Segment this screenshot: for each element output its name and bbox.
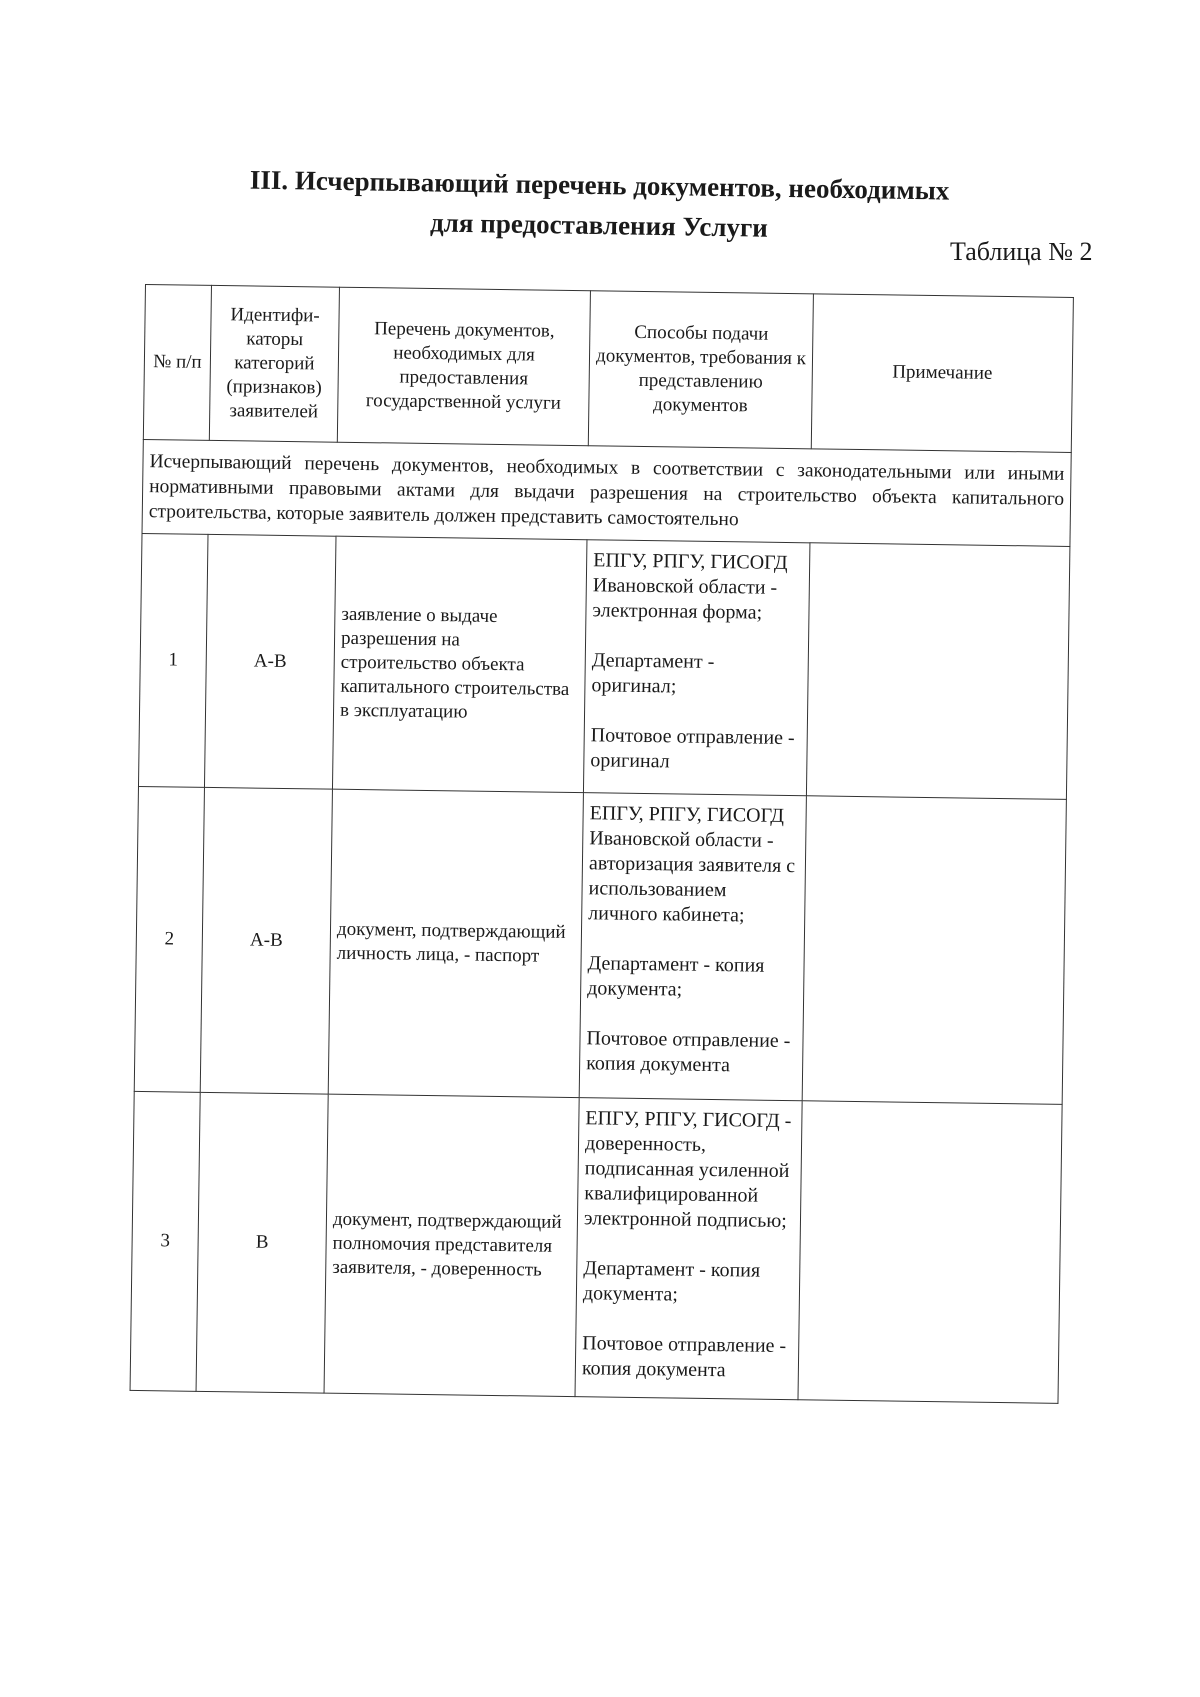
way-post: Почтовое отправление - копия документа <box>581 1332 787 1382</box>
title-line-1: III. Исчерпывающий перечень документов, необходимых <box>249 164 950 206</box>
row-document: документ, подтверждающий личность лица, - паспорт <box>328 789 583 1097</box>
row-number: 2 <box>134 786 204 1092</box>
header-category: Идентифи-каторы категорий (признаков) заявителей <box>209 285 339 442</box>
way-online: ЕПГУ, РПГУ, ГИСОГД - доверенность, подписанная усиленной квалифицированной электронной подписью; <box>583 1107 792 1233</box>
row-document: документ, подтверждающий полномочия представителя заявителя, - доверенность <box>324 1094 579 1396</box>
row-note <box>806 543 1070 800</box>
way-department: Департамент - копия документа; <box>587 952 765 1001</box>
documents-table <box>130 284 1074 1404</box>
header-submission-ways: Способы подачи документов, требования к представлению документов <box>588 291 813 449</box>
header-note: Примечание <box>811 294 1073 453</box>
table-label: Таблица № 2 <box>950 237 1093 266</box>
row-submission-ways <box>579 793 806 1101</box>
row-number: 1 <box>138 533 208 787</box>
row-note <box>798 1101 1062 1404</box>
row-note <box>802 796 1066 1105</box>
way-online: ЕПГУ, РПГУ, ГИСОГД Ивановской области - авторизация заявителя с использованием личного кабинета; <box>588 802 796 927</box>
section-title: Исчерпывающий перечень документов, необходимых в соответствии с законодательными или иными нормативными правовыми актами для выдачи разрешения на строительство объекта капитального строительства, которые заявитель должен представить самостоятельно <box>142 439 1071 546</box>
row-document: заявление о выдаче разрешения на строительство объекта капитального строительства в эксплуатацию <box>332 536 587 792</box>
table-row <box>138 533 1069 799</box>
page-title <box>149 158 1050 252</box>
way-post: Почтовое отправление - оригинал <box>590 724 795 773</box>
row-category: А-В <box>204 534 336 789</box>
header-row <box>143 285 1073 453</box>
row-submission-ways <box>583 540 810 796</box>
title-line-2: для предоставления Услуги <box>429 207 769 243</box>
row-number: 3 <box>130 1091 200 1391</box>
table-row <box>134 786 1066 1104</box>
way-online: ЕПГУ, РПГУ, ГИСОГД Ивановской области - электронная форма; <box>592 549 788 624</box>
row-category: А-В <box>200 787 332 1094</box>
header-document-list: Перечень документов, необходимых для предоставления государственной услуги <box>337 287 590 445</box>
row-category: В <box>196 1092 328 1393</box>
table-row <box>130 1091 1062 1403</box>
header-num: № п/п <box>143 285 211 441</box>
way-post: Почтовое отправление - копия документа <box>586 1027 791 1077</box>
row-submission-ways <box>575 1098 802 1400</box>
way-department: Департамент - копия документа; <box>582 1257 761 1306</box>
way-department: Департамент - оригинал; <box>591 649 715 698</box>
section-row <box>142 439 1071 546</box>
